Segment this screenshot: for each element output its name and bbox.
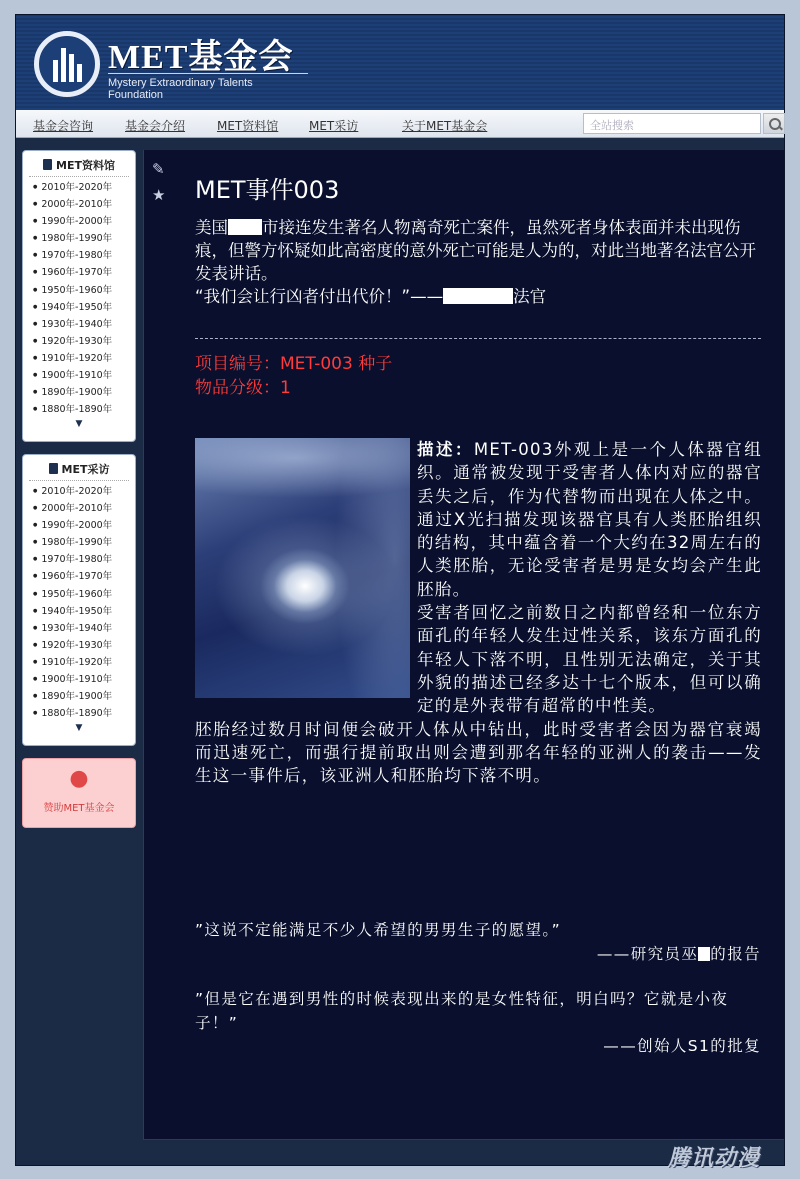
archive-item[interactable]: ● 1990年-2000年: [33, 213, 135, 230]
interview-item[interactable]: ● 1990年-2000年: [33, 517, 135, 534]
nav-item-interview[interactable]: MET采访: [309, 119, 359, 133]
sponsor-label: 赞助MET基金会: [43, 803, 115, 814]
article-tools: [152, 156, 165, 208]
archive-item[interactable]: ● 1930年-1940年: [33, 316, 135, 333]
nav-item-intro[interactable]: 基金会介绍: [125, 119, 186, 133]
item-class: 物品分级：1: [195, 378, 291, 398]
redaction-block: [698, 947, 710, 961]
interview-item[interactable]: ● 1880年-1890年: [33, 705, 135, 722]
piggy-bank-icon: ●: [69, 766, 89, 791]
archive-panel: [22, 150, 136, 442]
site-title[interactable]: MET基金会: [108, 39, 294, 76]
document-icon: [49, 463, 58, 474]
quote-signature: ——创始人S1的批复: [603, 1037, 761, 1055]
main-nav: [16, 110, 784, 138]
logo-icon[interactable]: [34, 31, 100, 97]
interview-item[interactable]: ● 1900年-1910年: [33, 671, 135, 688]
description-paragraph: 胚胎经过数月时间便会破开人体从中钻出，此时受害者会因为器官衰竭而迅速死亡，而强行提前取出则会遭到那名年轻的亚洲人的袭击——发生这一事件后，该亚洲人和胚胎均下落不明。: [195, 719, 762, 786]
archive-item[interactable]: ● 1970年-1980年: [33, 247, 135, 264]
article-content: [143, 150, 784, 1140]
interview-item[interactable]: ● 1980年-1990年: [33, 534, 135, 551]
interview-item[interactable]: ● 1960年-1970年: [33, 568, 135, 585]
article-title: MET事件003: [195, 176, 340, 204]
interview-item[interactable]: ● 1970年-1980年: [33, 551, 135, 568]
edit-icon[interactable]: ✎: [152, 160, 165, 178]
quote: ”但是它在遇到男性的时候表现出来的是女性特征，明白吗？它就是小夜子！”: [195, 990, 729, 1032]
interview-item[interactable]: ● 1890年-1900年: [33, 688, 135, 705]
expand-down-icon[interactable]: ▼: [75, 419, 83, 430]
interview-item[interactable]: ● 1950年-1960年: [33, 586, 135, 603]
watermark: 腾讯动漫: [668, 1146, 761, 1171]
quote: ”这说不定能满足不少人希望的男男生子的愿望。”: [195, 921, 562, 939]
article-body: [195, 438, 762, 787]
divider: [195, 338, 761, 339]
description-paragraph: 描述：MET-003外观上是一个人体器官组织。通常被发现于受害者人体内对应的器官丢失之后，作为代替物而出现在人体之中。通过X光扫描发现该器官具有人类胚胎组织的结构，其中蕴含着一个大约在32周左右的人类胚胎，无论受害者是男是女均会产生此胚胎。: [417, 440, 763, 599]
archive-item[interactable]: ● 1920年-1930年: [33, 333, 135, 350]
archive-panel-title: MET资料馆: [29, 151, 129, 177]
interview-item[interactable]: ● 1910年-1920年: [33, 654, 135, 671]
item-number: 项目编号：MET-003 种子: [195, 354, 393, 374]
interview-item[interactable]: ● 1920年-1930年: [33, 637, 135, 654]
interview-panel-title: MET采访: [29, 455, 129, 481]
interview-item[interactable]: ● 2000年-2010年: [33, 500, 135, 517]
interview-item[interactable]: ● 2010年-2020年: [33, 483, 135, 500]
item-meta: [195, 352, 392, 400]
nav-item-about[interactable]: 关于MET基金会: [402, 119, 488, 133]
quote-signature: ——研究员巫 的报告: [596, 945, 761, 963]
star-icon[interactable]: ★: [152, 186, 166, 204]
archive-item[interactable]: ● 1940年-1950年: [33, 299, 135, 316]
archive-item[interactable]: ● 1980年-1990年: [33, 230, 135, 247]
nav-item-consult[interactable]: 基金会咨询: [33, 119, 94, 133]
nav-item-archive[interactable]: MET资料馆: [217, 119, 279, 133]
document-icon: [43, 159, 52, 170]
redaction-block: [443, 288, 513, 304]
archive-item[interactable]: ● 1900年-1910年: [33, 367, 135, 384]
archive-list: [23, 177, 135, 418]
archive-item[interactable]: ● 1910年-1920年: [33, 350, 135, 367]
interview-panel: [22, 454, 136, 746]
interview-item[interactable]: ● 1930年-1940年: [33, 620, 135, 637]
search-icon[interactable]: [763, 113, 785, 134]
interview-item[interactable]: ● 1940年-1950年: [33, 603, 135, 620]
archive-item[interactable]: ● 2000年-2010年: [33, 196, 135, 213]
page-frame: [15, 14, 785, 1171]
interview-list: [23, 481, 135, 722]
redaction-block: [228, 219, 262, 235]
site-subtitle: Mystery Extraordinary Talents Foundation: [108, 73, 308, 101]
expand-down-icon[interactable]: ▼: [75, 723, 83, 734]
archive-item[interactable]: ● 1960年-1970年: [33, 264, 135, 281]
archive-item[interactable]: ● 1950年-1960年: [33, 282, 135, 299]
archive-item[interactable]: ● 2010年-2020年: [33, 179, 135, 196]
site-header: [16, 15, 784, 110]
article-intro: 美国 市接连发生著名人物离奇死亡案件，虽然死者身体表面并未出现伤痕，但警方怀疑如此高密度的意外死亡可能是人为的，对此当地著名法官公开发表讲话。 “我们会让行凶者付出代价！”—— 法官: [195, 218, 756, 306]
description-paragraph: 受害者回忆之前数日之内都曾经和一位东方面孔的年轻人发生过性关系，该东方面孔的年轻人下落不明，且性别无法确定，关于其外貌的描述已经多达十七个版本，但可以确定的是外表带有超常的中性美。: [417, 603, 762, 716]
archive-item[interactable]: ● 1890年-1900年: [33, 384, 135, 401]
sponsor-button[interactable]: [22, 758, 136, 828]
search-input[interactable]: 全站搜索: [583, 113, 761, 134]
archive-item[interactable]: ● 1880年-1890年: [33, 401, 135, 418]
